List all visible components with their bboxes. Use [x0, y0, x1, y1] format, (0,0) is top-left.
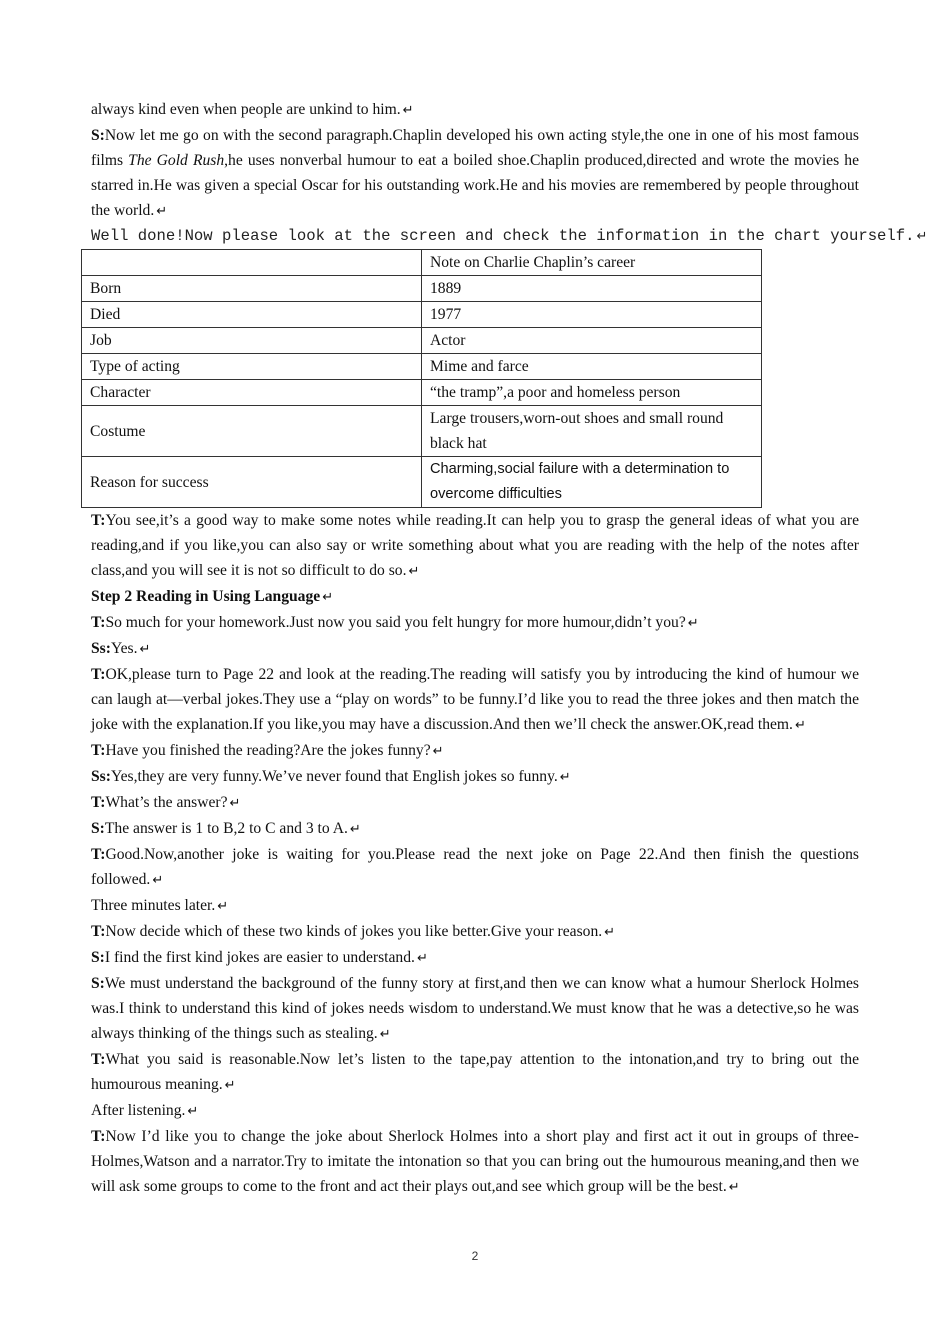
line-text: Have you finished the reading?Are the jokes funny? — [105, 742, 431, 759]
table-row — [82, 380, 762, 406]
dialogue-line — [91, 790, 859, 816]
dialogue-lines — [91, 508, 859, 1200]
speaker-label: T: — [91, 1051, 106, 1068]
line-text: The answer is 1 to B,2 to C and 3 to A. — [104, 820, 348, 837]
speaker-label: T: — [91, 846, 106, 863]
speaker-label: S: — [91, 820, 105, 837]
speaker-label: T: — [91, 923, 106, 940]
return-mark-icon: ↵ — [794, 718, 806, 733]
line-text: We must understand the background of the funny story at first,and then we can know what a humour Sherlock Holmes was.I think to understand this kind of jokes needs wisdom to understand.We must know that he was a detective,so he was always thinking of the things such as stealing. — [91, 975, 859, 1042]
page-number: 2 — [471, 1249, 479, 1263]
dialogue-line — [91, 1124, 859, 1200]
dialogue-line — [91, 919, 859, 945]
return-mark-icon: ↵ — [349, 822, 361, 837]
table-cell-label: Died — [82, 302, 422, 328]
return-mark-icon: ↵ — [139, 642, 151, 657]
table-cell-value: 1889 — [422, 276, 762, 302]
return-mark-icon: ↵ — [379, 1027, 391, 1042]
table-cell-label: Character — [82, 380, 422, 406]
speaker-label: S: — [91, 949, 105, 966]
line-text: I find the first kind jokes are easier to understand. — [104, 949, 415, 966]
return-mark-icon: ↵ — [687, 616, 699, 631]
return-mark-icon: ↵ — [559, 770, 571, 785]
table-cell-value: “the tramp”,a poor and homeless person — [422, 380, 762, 406]
paragraph-intro: always kind even when people are unkind to him. ↵ — [91, 101, 414, 118]
speaker-label: T: — [91, 1128, 106, 1145]
line-text: After listening. — [91, 1102, 186, 1119]
table-row — [82, 457, 762, 508]
return-mark-icon: ↵ — [217, 899, 229, 914]
speaker-label: T: — [91, 794, 106, 811]
return-mark-icon: ↵ — [224, 1078, 236, 1093]
table-header-row — [82, 250, 762, 276]
line-text: Good.Now,another joke is waiting for you.Please read the next joke on Page 22.And then finish the questions followed. — [91, 846, 859, 888]
line-text: You see,it’s a good way to make some notes while reading.It can help you to grasp the general ideas of what you are reading,and if you like,you can also say or write something about what you are reading with the help of the notes after class,and you will see it is not so difficult to do so. — [91, 512, 859, 579]
table-row — [82, 354, 762, 380]
speaker-label: S: — [91, 975, 105, 992]
line-text: Now decide which of these two kinds of jokes you like better.Give your reason. — [105, 923, 603, 940]
table-header-empty — [82, 250, 422, 276]
dialogue-line — [91, 1047, 859, 1098]
return-mark-icon: ↵ — [604, 925, 616, 940]
line-text: What’s the answer? — [105, 794, 228, 811]
dialogue-line — [91, 945, 859, 971]
dialogue-line — [91, 508, 859, 584]
return-mark-icon: ↵ — [152, 873, 164, 888]
line-text: Now I’d like you to change the joke about Sherlock Holmes into a short play and first act it out in groups of three-Holmes,Watson and a narrator.Try to imitate the intonation so that you can bring out the humourous meaning,and then we will ask some groups to come to the front and act their plays out,and see which group will be the best. — [91, 1128, 859, 1195]
table-cell-label: Type of acting — [82, 354, 422, 380]
table-row — [82, 276, 762, 302]
table-cell-value: Mime and farce — [422, 354, 762, 380]
dialogue-line — [91, 1098, 859, 1124]
dialogue-line — [91, 662, 859, 738]
document-body — [90, 97, 928, 1200]
table-cell-label: Costume — [82, 406, 422, 457]
line-text: Yes,they are very funny.We’ve never found that English jokes so funny. — [110, 768, 558, 785]
table-row — [82, 302, 762, 328]
table-row — [82, 328, 762, 354]
speaker-label: Ss: — [91, 640, 111, 657]
table-row — [82, 406, 762, 457]
line-text: OK,please turn to Page 22 and look at the reading.The reading will satisfy you by introducing the kind of humour we can laugh at—verbal jokes.They use a “play on words” to be funny.I’d like you to read the three jokes and then match the joke with the explanation.If you like,you may have a discussion.And then we’ll check the answer.OK,read them. — [91, 666, 859, 733]
film-title: The Gold Rush — [128, 152, 225, 169]
return-mark-icon: ↵ — [408, 564, 420, 579]
dialogue-line — [91, 610, 859, 636]
line-text: Yes. — [110, 640, 138, 657]
table-cell-value: Large trousers,worn-out shoes and small round black hat — [422, 406, 762, 457]
dialogue-line — [91, 764, 859, 790]
speaker-label: T: — [91, 666, 106, 683]
speaker-label: T: — [91, 512, 106, 529]
paragraph-teacher-instruction: Well done!Now please look at the screen and check the information in the chart yourself. ↵ — [91, 227, 928, 245]
speaker-label: T: — [91, 742, 106, 759]
chaplin-career-table — [81, 249, 762, 508]
dialogue-line — [91, 842, 859, 893]
return-mark-icon: ↵ — [229, 796, 241, 811]
table-cell-value: Actor — [422, 328, 762, 354]
heading-text: Step 2 Reading in Using Language — [91, 588, 321, 605]
line-text: So much for your homework.Just now you said you felt hungry for more humour,didn’t you? — [105, 614, 686, 631]
dialogue-line — [91, 893, 859, 919]
return-mark-icon: ↵ — [432, 744, 444, 759]
table-header-title: Note on Charlie Chaplin’s career — [422, 250, 762, 276]
return-mark-icon: ↵ — [916, 229, 928, 244]
table-cell-value: 1977 — [422, 302, 762, 328]
table-cell-label: Born — [82, 276, 422, 302]
dialogue-line — [91, 636, 859, 662]
speaker-label: T: — [91, 614, 106, 631]
speaker-label: S: — [91, 127, 105, 144]
return-mark-icon: ↵ — [322, 590, 334, 605]
line-text: What you said is reasonable.Now let’s listen to the tape,pay attention to the intonation,and try to bring out the humourous meaning. — [91, 1051, 859, 1093]
return-mark-icon: ↵ — [156, 204, 168, 219]
table-cell-label: Reason for success — [82, 457, 422, 508]
section-heading — [91, 584, 859, 610]
return-mark-icon: ↵ — [402, 103, 414, 118]
return-mark-icon: ↵ — [187, 1104, 199, 1119]
return-mark-icon: ↵ — [416, 951, 428, 966]
return-mark-icon: ↵ — [728, 1180, 740, 1195]
dialogue-line — [91, 971, 859, 1047]
line-text: Three minutes later. — [91, 897, 216, 914]
dialogue-line — [91, 738, 859, 764]
table-cell-label: Job — [82, 328, 422, 354]
table-cell-value: Charming,social failure with a determination to overcome difficulties — [422, 457, 762, 508]
speaker-label: Ss: — [91, 768, 111, 785]
dialogue-line — [91, 816, 859, 842]
paragraph-student-summary: S:Now let me go on with the second paragraph.Chaplin developed his own acting style,the one in one of his most famous films The Gold Rush,he uses nonverbal humour to eat a boiled shoe.Chaplin produced,directed and wrote the movies he starred in.He was given a special Oscar for his outstanding work.He and his movies are remembered by people throughout the world. ↵ — [91, 127, 859, 219]
